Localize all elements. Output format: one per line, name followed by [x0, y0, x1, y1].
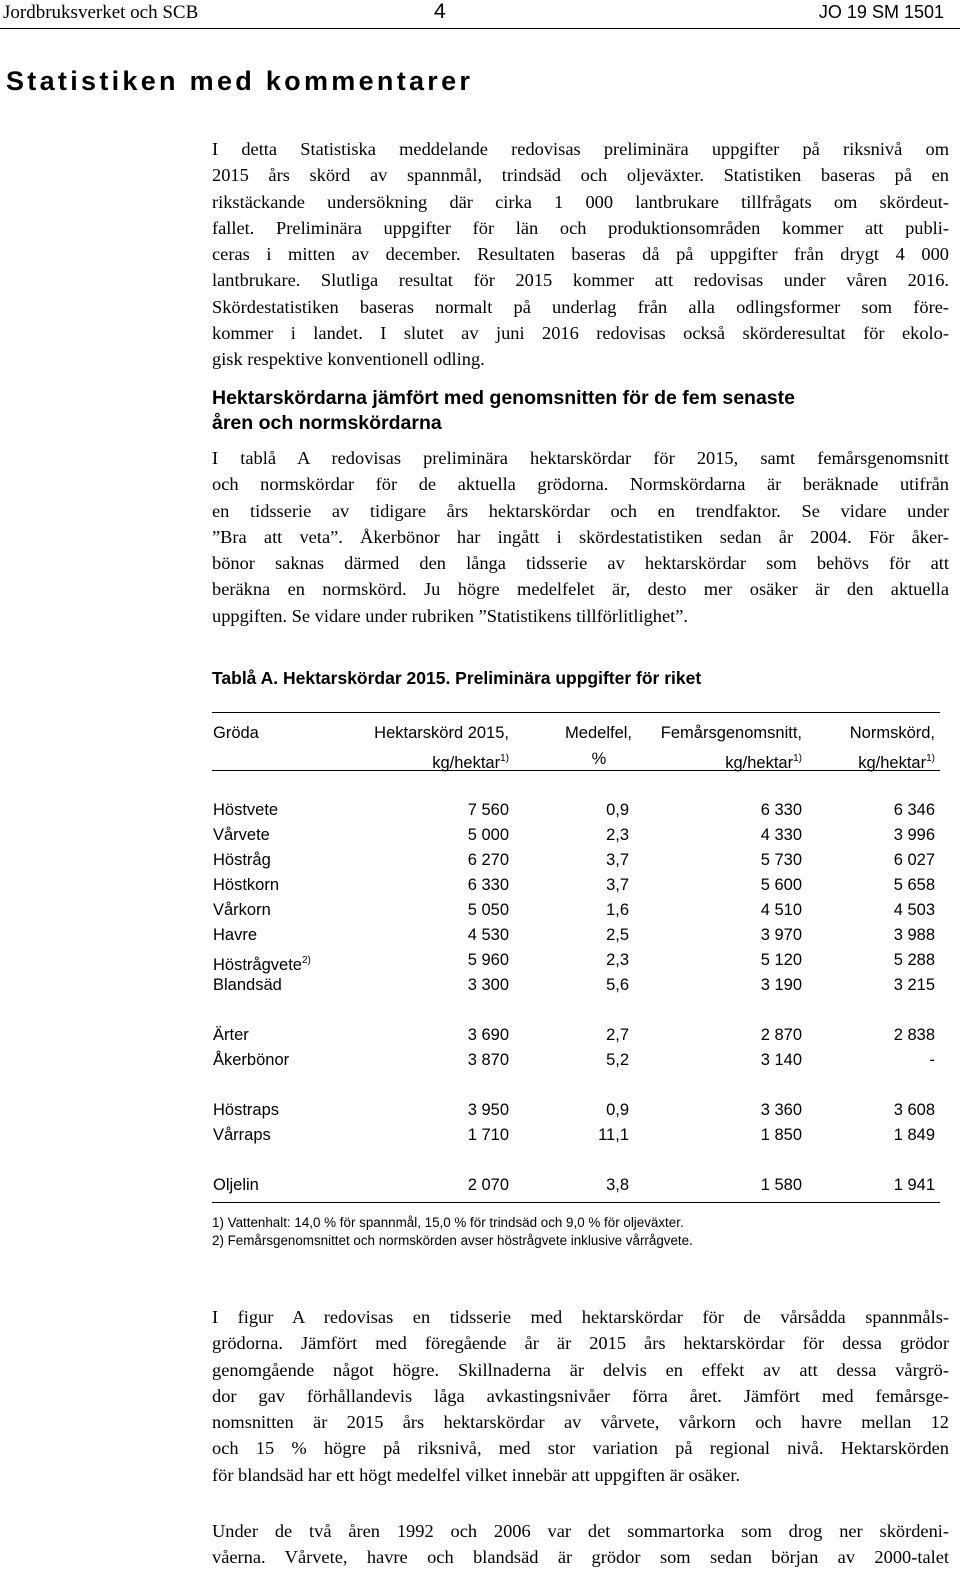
header-series-code: JO 19 SM 1501: [818, 2, 944, 22]
intro-line: rikstäckande undersökning där cirka 1 000 lantbrukare tillfrågats om skördeut-: [212, 191, 949, 212]
header-five-year-avg-line2: [661, 746, 802, 776]
error-value: 1,6: [606, 901, 629, 919]
header-yield: [374, 720, 509, 776]
intro-line: ceras i mitten av december. Resultaten baseras då på uppgifter från drygt 4 000: [212, 244, 949, 265]
header-error: [552, 720, 632, 772]
table-row: [212, 923, 940, 948]
footnote: 2) Femårsgenomsnittet och normskörden avser höstrågvete inklusive vårrågvete.: [212, 1233, 693, 1248]
yield-value: 3 870: [467, 1051, 509, 1069]
figur-line: I figur A redovisas en tidsserie med hektarskördar för de vårsådda spannmåls-: [212, 1307, 949, 1327]
intro-line: Skördestatistiken baseras normalt på underlag från alla odlingsformer som före-: [212, 296, 949, 317]
five-year-avg-value: 5 120: [760, 951, 802, 969]
norm-yield-value: 5 658: [893, 876, 935, 894]
crop-name: Höstkorn: [213, 876, 280, 894]
header-five-year-avg-footnote-ref: 1): [793, 753, 802, 764]
lower-line: våerna. Vårvete, havre och blandsäd är grödor som sedan början av 2000-talet: [212, 1547, 949, 1568]
page-number: 4: [434, 0, 446, 23]
intro-line: lantbrukare. Slutliga resultat för 2015 kommer att redovisas under våren 2016.: [212, 270, 949, 291]
figur-line: grödorna. Jämfört med föregående år är 2015 års hektarskördar för dessa grödor: [212, 1333, 949, 1354]
crop-name: Ärter: [213, 1026, 249, 1044]
header-yield-unit: kg/hektar: [432, 754, 501, 772]
crop-name: Åkerbönor: [213, 1051, 290, 1069]
error-value: 0,9: [606, 1101, 629, 1119]
error-value: 3,7: [606, 876, 629, 894]
five-year-avg-value: 1 580: [760, 1176, 802, 1194]
crop-name: Vårraps: [213, 1126, 271, 1144]
page-header: [0, 0, 960, 29]
table-row: [212, 1123, 940, 1148]
header-yield-line1: Hektarskörd 2015,: [374, 724, 509, 742]
yield-value: 6 270: [467, 851, 509, 869]
tabla-line: och normskördar för de aktuella grödorna. Normskördarna är beräknade utifrån: [212, 474, 949, 495]
section-heading: [212, 386, 932, 436]
table-caption: Tablå A. Hektarskördar 2015. Preliminära uppgifter för riket: [212, 668, 702, 688]
yield-value: 3 690: [467, 1026, 509, 1044]
five-year-avg-value: 4 330: [760, 826, 802, 844]
intro-line: fallet. Preliminära uppgifter för län och produktionsområden kommer att publi-: [212, 217, 949, 238]
five-year-avg-value: 4 510: [760, 901, 802, 919]
crop-name: Blandsäd: [213, 976, 282, 994]
table-row: [212, 798, 940, 823]
error-value: 3,8: [606, 1176, 629, 1194]
intro-line: kommer i landet. I slutet av juni 2016 redovisas också skörderesultat för ekolo-: [212, 323, 949, 344]
crop-name: Höstråg: [213, 851, 271, 869]
error-value: 0,9: [606, 801, 629, 819]
yield-value: 3 300: [467, 976, 509, 994]
error-value: 2,3: [606, 951, 629, 969]
figur-line: genomgående något högre. Skillnaderna är delvis en effekt av att dessa vårgrö-: [212, 1359, 949, 1380]
norm-yield-value: 4 503: [893, 901, 935, 919]
error-value: 11,1: [598, 1126, 629, 1144]
tabla-line: ”Bra att veta”. Åkerbönor har ingått i skördestatistiken sedan år 2004. För åker-: [212, 526, 949, 547]
header-norm-yield-line2: [850, 746, 935, 776]
five-year-avg-value: 5 600: [760, 876, 802, 894]
crop-name: Höstraps: [213, 1101, 280, 1119]
header-publisher: Jordbruksverket och SCB: [3, 2, 199, 23]
header-norm-yield-footnote-ref: 1): [926, 753, 935, 764]
yield-value: 6 330: [467, 876, 509, 894]
tabla-paragraph: [212, 445, 949, 629]
table-row: [212, 823, 940, 848]
norm-yield-value: 3 996: [893, 826, 935, 844]
norm-yield-value: 1 941: [893, 1176, 935, 1194]
header-norm-yield-line1: Normskörd,: [849, 724, 935, 742]
norm-yield-value: 6 027: [893, 851, 935, 869]
header-error-line2: %: [591, 750, 607, 768]
norm-yield-value: 5 288: [893, 951, 935, 969]
intro-line: 2015 års skörd av spannmål, trindsäd och oljeväxter. Statistiken baseras på en: [212, 165, 949, 186]
norm-yield-value: 3 988: [893, 926, 935, 944]
crop-name: Oljelin: [213, 1176, 259, 1194]
error-value: 3,7: [606, 851, 629, 869]
figur-line: och 15 % högre på riksnivå, med stor variation på regional nivå. Hektarskörden: [212, 1438, 949, 1459]
error-value: 5,2: [606, 1051, 629, 1069]
error-value: 2,3: [606, 826, 629, 844]
norm-yield-value: 3 608: [893, 1101, 935, 1119]
five-year-avg-value: 2 870: [760, 1026, 802, 1044]
five-year-avg-value: 5 730: [760, 851, 802, 869]
error-value: 2,5: [606, 926, 629, 944]
yield-value: 3 950: [467, 1101, 509, 1119]
table-header-rule: [212, 770, 940, 771]
yield-value: 5 960: [467, 951, 509, 969]
table-row: [212, 1023, 940, 1048]
tabla-line: I tablå A redovisas preliminära hektarskördar för 2015, samt femårsgenomsnitt: [212, 448, 949, 468]
table-row: [212, 973, 940, 998]
header-crop: Gröda: [213, 724, 259, 742]
header-five-year-avg-unit: kg/hektar: [725, 754, 794, 772]
header-five-year-avg-line1: Femårsgenomsnitt,: [660, 724, 802, 742]
crop-name-text: Höstrågvete: [213, 956, 302, 974]
lower-line: Under de två åren 1992 och 2006 var det sommartorka som drog ner skördeni-: [212, 1521, 949, 1541]
table-row: [212, 873, 940, 898]
norm-yield-value: 1 849: [893, 1126, 935, 1144]
five-year-avg-value: 3 970: [760, 926, 802, 944]
header-norm-yield: [850, 720, 935, 776]
header-norm-yield-unit: kg/hektar: [858, 754, 927, 772]
table-row: [212, 1048, 940, 1073]
yield-value: 4 530: [467, 926, 509, 944]
table-row: [212, 848, 940, 873]
figur-paragraph: [212, 1304, 949, 1488]
table-row: [212, 1098, 940, 1123]
intro-paragraph: [212, 136, 949, 373]
crop-footnote-ref: 2): [301, 955, 311, 966]
yield-value: 5 050: [467, 901, 509, 919]
crop-name: Vårvete: [213, 826, 270, 844]
error-value: 2,7: [606, 1026, 629, 1044]
footnote: 1) Vattenhalt: 14,0 % för spannmål, 15,0 % för trindsäd och 9,0 % för oljeväxter.: [212, 1215, 684, 1230]
norm-yield-value: -: [929, 1051, 935, 1069]
intro-line: gisk respektive konventionell odling.: [212, 349, 485, 370]
table-bottom-rule: [212, 1202, 940, 1203]
table-top-rule: [212, 712, 940, 713]
yield-value: 2 070: [467, 1176, 509, 1194]
intro-line: I detta Statistiska meddelande redovisas preliminära uppgifter på riksnivå om: [212, 139, 949, 159]
header-five-year-avg: [661, 720, 802, 776]
five-year-avg-value: 3 140: [760, 1051, 802, 1069]
norm-yield-value: 3 215: [893, 976, 935, 994]
crop-name: Vårkorn: [213, 901, 271, 919]
page-title: Statistiken med kommentarer: [6, 66, 474, 96]
figur-line: nomsnitten är 2015 års hektarskördar av vårvete, vårkorn och havre mellan 12: [212, 1412, 949, 1433]
crop-name: Höstvete: [213, 801, 279, 819]
tabla-line: en tidsserie av tidigare års hektarskördar och en trendfaktor. Se vidare under: [212, 500, 949, 521]
five-year-avg-value: 3 360: [760, 1101, 802, 1119]
five-year-avg-value: 1 850: [760, 1126, 802, 1144]
yield-value: 7 560: [467, 801, 509, 819]
header-yield-line2: [374, 746, 509, 776]
tabla-line: bönor saknas därmed den långa tidsserie av hektarskördar som behövs för att: [212, 553, 949, 574]
table-row: [212, 898, 940, 923]
section-heading-line: åren och normskördarna: [212, 412, 442, 434]
tabla-line: uppgiften. Se vidare under rubriken ”Statistikens tillförlitlighet”.: [212, 605, 689, 626]
norm-yield-value: 6 346: [893, 801, 935, 819]
table-footnotes: [212, 1214, 693, 1250]
norm-yield-value: 2 838: [893, 1026, 935, 1044]
figur-line: dor gav förhållandevis låga avkastingsnivåer förra året. Jämfört med femårsge-: [212, 1385, 949, 1406]
crop-name: Havre: [213, 926, 258, 944]
tabla-line: beräkna en normskörd. Ju högre medelfelet är, desto mer osäker är den aktuella: [212, 579, 949, 600]
error-value: 5,6: [606, 976, 629, 994]
five-year-avg-value: 6 330: [760, 801, 802, 819]
header-error-line1: Medelfel,: [565, 724, 632, 742]
table-row: [212, 1173, 940, 1198]
yield-value: 1 710: [467, 1126, 509, 1144]
table-row: [212, 948, 940, 973]
five-year-avg-value: 3 190: [760, 976, 802, 994]
figur-line: för blandsäd har ett högt medelfel vilket innebär att uppgiften är osäker.: [212, 1464, 741, 1485]
lower-paragraph: [212, 1518, 949, 1571]
header-yield-footnote-ref: 1): [500, 753, 509, 764]
yield-value: 5 000: [467, 826, 509, 844]
section-heading-line: Hektarskördarna jämfört med genomsnitten för de fem senaste: [212, 387, 795, 409]
